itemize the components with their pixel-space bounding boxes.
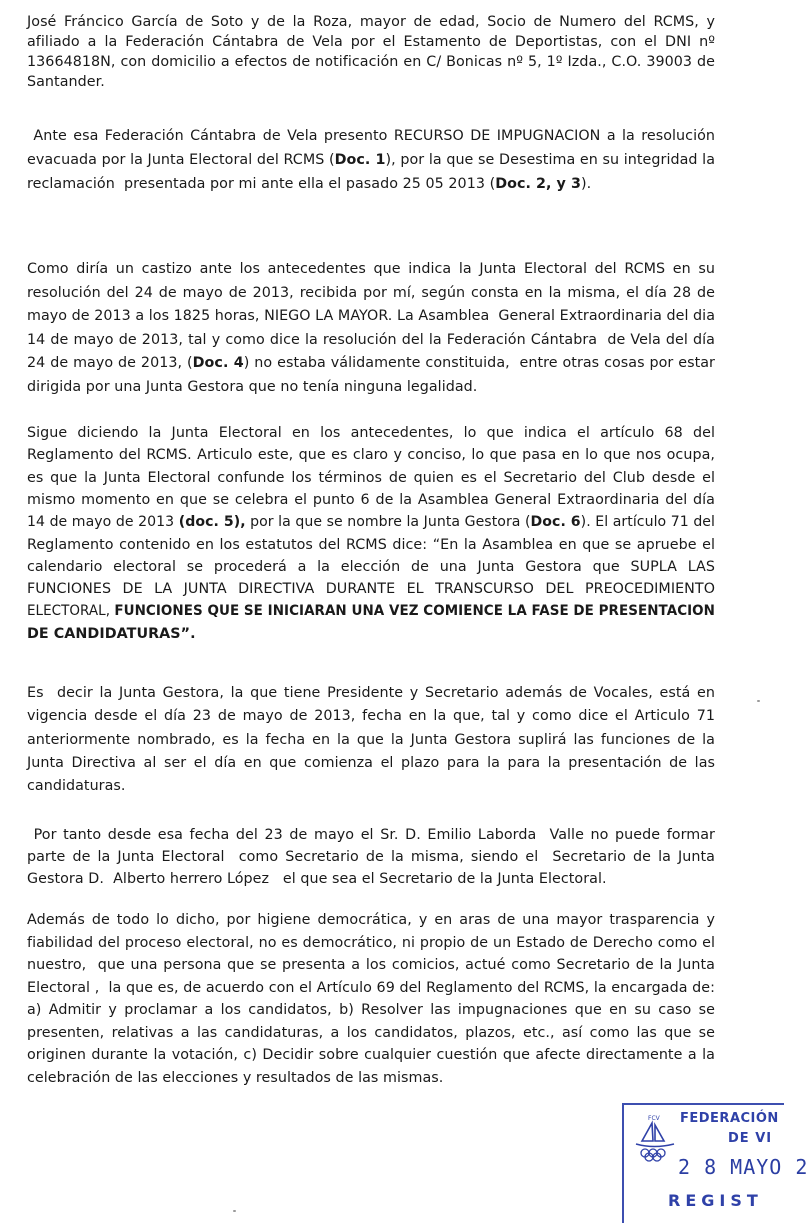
text-line xyxy=(27,825,715,845)
text-segment: 24 de mayo de 2013, ( xyxy=(27,355,193,371)
text-line xyxy=(27,174,591,194)
scan-speck xyxy=(233,1210,236,1212)
bold-text: FUNCIONES QUE SE INICIARAN UNA VEZ COMIENCE LA FASE DE PRESENTACION xyxy=(114,603,716,620)
text-segment: Además de todo lo dicho, por higiene democrática, y en aras de una mayor trasparencia y xyxy=(27,912,715,928)
text-segment: calendario electoral se procederá a la elección de una Junta Gestora que SUPLA LAS xyxy=(27,558,715,575)
text-segment: Por tanto desde esa fecha del 23 de mayo el Sr. D. Emilio Laborda Valle no puede formar xyxy=(27,827,715,843)
text-segment: mayo de 2013 a los 1825 horas, NIEGO LA MAYOR. La Asamblea General Extraordinaria del dia xyxy=(27,308,715,324)
text-segment: José Fráncico García de Soto y de la Roza, mayor de edad, Socio de Numero del RCMS, y xyxy=(27,14,715,30)
text-segment: presenten, relativas a las candidaturas, a los candidatos, plazos, etc., así como las que se xyxy=(27,1024,715,1041)
text-segment: candidaturas. xyxy=(27,778,126,795)
text-segment: Gestora D. Alberto herrero López el que sea el Secretario de la Junta Electoral. xyxy=(27,871,607,887)
text-segment: ELECTORAL, xyxy=(27,603,115,620)
text-line xyxy=(27,512,715,532)
text-line xyxy=(27,869,607,889)
bold-text: (doc. 5), xyxy=(178,514,246,531)
text-segment: ) no estaba válidamente constituida, entre otras cosas por estar xyxy=(243,355,715,371)
text-line xyxy=(27,32,715,52)
text-segment: Es decir la Junta Gestora, la que tiene Presidente y Secretario además de Vocales, está en xyxy=(27,685,715,701)
text-segment: 13664818N, con domicilio a efectos de notificación en C/ Bonicas nº 5, 1º Izda., C.O. 39003 de xyxy=(27,54,715,70)
text-segment: Junta Directiva al ser el día en que comienza el plazo para la para la presentación de las xyxy=(27,754,715,771)
text-line xyxy=(27,624,196,644)
text-line xyxy=(27,601,715,621)
text-segment: ). El artículo 71 del xyxy=(580,514,715,531)
text-line xyxy=(27,933,715,953)
text-line xyxy=(27,353,715,373)
text-segment: 14 de mayo de 2013 xyxy=(27,514,179,531)
text-line xyxy=(27,150,715,170)
text-segment: FUNCIONES DE LA JUNTA DIRECTIVA DURANTE EL TRANSCURSO DEL PREOCEDIMIENTO xyxy=(27,581,715,598)
text-segment: por la que se nombre la Junta Gestora ( xyxy=(245,514,531,531)
text-segment: resolución del 24 de mayo de 2013, recibida por mí, según consta en la misma, el día 28 de xyxy=(27,284,715,301)
text-line xyxy=(27,283,715,303)
text-segment: Santander. xyxy=(27,74,105,90)
text-line xyxy=(27,706,715,726)
stamp-date: 2 8 MAYO 2 xyxy=(678,1155,808,1179)
text-segment: nuestro, que una persona que se presenta a los comicios, actué como Secretario de la Junta xyxy=(27,957,715,973)
text-segment: anteriormente nombrado, es la fecha en la que la Junta Gestora suplirá las funciones de la xyxy=(27,731,715,748)
text-line xyxy=(27,955,715,975)
text-segment: vigencia desde el día 23 de mayo de 2013, fecha en la que, tal y como dice el Articulo 71 xyxy=(27,708,715,725)
text-line xyxy=(27,377,477,397)
text-line xyxy=(27,753,715,773)
text-segment: Reglamento del RCMS. Articulo este, que es claro y conciso, lo que pasa en lo que nos ocupa, xyxy=(27,447,715,464)
text-segment: Reglamento contenido en los estatutos del RCMS dice: “En la Asamblea en que se apruebe el xyxy=(27,536,715,553)
text-line xyxy=(27,1023,715,1043)
text-line xyxy=(27,847,715,867)
text-line xyxy=(27,72,105,92)
stamp-organization-line2: DE VI xyxy=(728,1131,773,1146)
text-line xyxy=(27,445,715,465)
text-segment: Como diría un castizo ante los antecedentes que indica la Junta Electoral del RCMS en su xyxy=(27,261,715,277)
text-line xyxy=(27,776,126,796)
scan-speck xyxy=(757,700,760,702)
stamp-organization-line1: FEDERACIÓN xyxy=(680,1111,779,1126)
text-line xyxy=(27,423,715,443)
text-segment: Sigue diciendo la Junta Electoral en los antecedentes, lo que indica el artículo 68 del xyxy=(27,425,715,441)
text-line xyxy=(27,535,715,555)
bold-text: Doc. 1 xyxy=(334,152,386,168)
text-segment: fiabilidad del proceso electoral, no es democrático, ni propio de un Estado de Derecho como el xyxy=(27,934,715,951)
text-segment: 14 de mayo de 2013, tal y como dice la resolución del la Federación Cántabra de Vela del día xyxy=(27,331,715,348)
text-line xyxy=(27,1000,715,1020)
text-line xyxy=(27,126,715,146)
text-segment: mismo momento en que se celebra el punto 6 de la Asamblea General Extraordinaria del día xyxy=(27,491,715,508)
bold-text: Doc. 6 xyxy=(530,514,581,531)
text-line xyxy=(27,259,715,279)
text-line xyxy=(27,978,715,998)
text-segment: dirigida por una Junta Gestora que no tenía ninguna legalidad. xyxy=(27,378,478,395)
logo-text: FCV xyxy=(648,1115,660,1122)
text-line xyxy=(27,1068,443,1088)
text-segment: celebración de las elecciones y resultados de las mismas. xyxy=(27,1069,444,1086)
text-line xyxy=(27,557,715,577)
federation-logo-icon xyxy=(628,1111,680,1161)
bold-text: Doc. 4 xyxy=(192,355,244,371)
text-line xyxy=(27,306,715,326)
text-line xyxy=(27,12,715,32)
text-line xyxy=(27,1045,715,1065)
text-segment: es que la Junta Electoral confunde los términos de quien es el Secretario del Club desde el xyxy=(27,469,715,486)
text-line xyxy=(27,490,715,510)
text-segment: a) Admitir y proclamar a los candidatos, b) Resolver las impugnaciones que en su caso se xyxy=(27,1002,715,1018)
text-segment: afiliado a la Federación Cántabra de Vela por el Estamento de Deportistas, con el DNI nº xyxy=(27,34,715,50)
stamp-registry: REGIST xyxy=(668,1191,763,1210)
bold-text: Doc. 2, y 3 xyxy=(495,176,581,192)
text-segment: parte de la Junta Electoral como Secretario de la misma, siendo el Secretario de la Junta xyxy=(27,849,715,865)
text-line xyxy=(27,468,715,488)
text-segment: originen durante la votación, c) Decidir sobre cualquier cuestión que afecte directamente a la xyxy=(27,1047,715,1063)
text-line xyxy=(27,52,715,72)
text-segment: reclamación presentada por mi ante ella el pasado 25 05 2013 ( xyxy=(27,176,496,192)
text-line xyxy=(27,579,715,599)
text-line xyxy=(27,730,715,750)
text-line xyxy=(27,330,715,350)
text-line xyxy=(27,910,715,930)
registry-stamp xyxy=(622,1103,808,1223)
text-line xyxy=(27,683,715,703)
text-segment: Electoral , la que es, de acuerdo con el Artículo 69 del Reglamento del RCMS, la encargada de: xyxy=(27,979,715,996)
text-segment: ). xyxy=(580,176,592,192)
text-segment: ), por la que se Desestima en su integridad la xyxy=(385,152,715,168)
text-segment: Ante esa Federación Cántabra de Vela presento RECURSO DE IMPUGNACION a la resolución xyxy=(27,128,715,144)
bold-text: DE CANDIDATURAS”. xyxy=(27,625,196,642)
text-segment: evacuada por la Junta Electoral del RCMS ( xyxy=(27,152,335,168)
